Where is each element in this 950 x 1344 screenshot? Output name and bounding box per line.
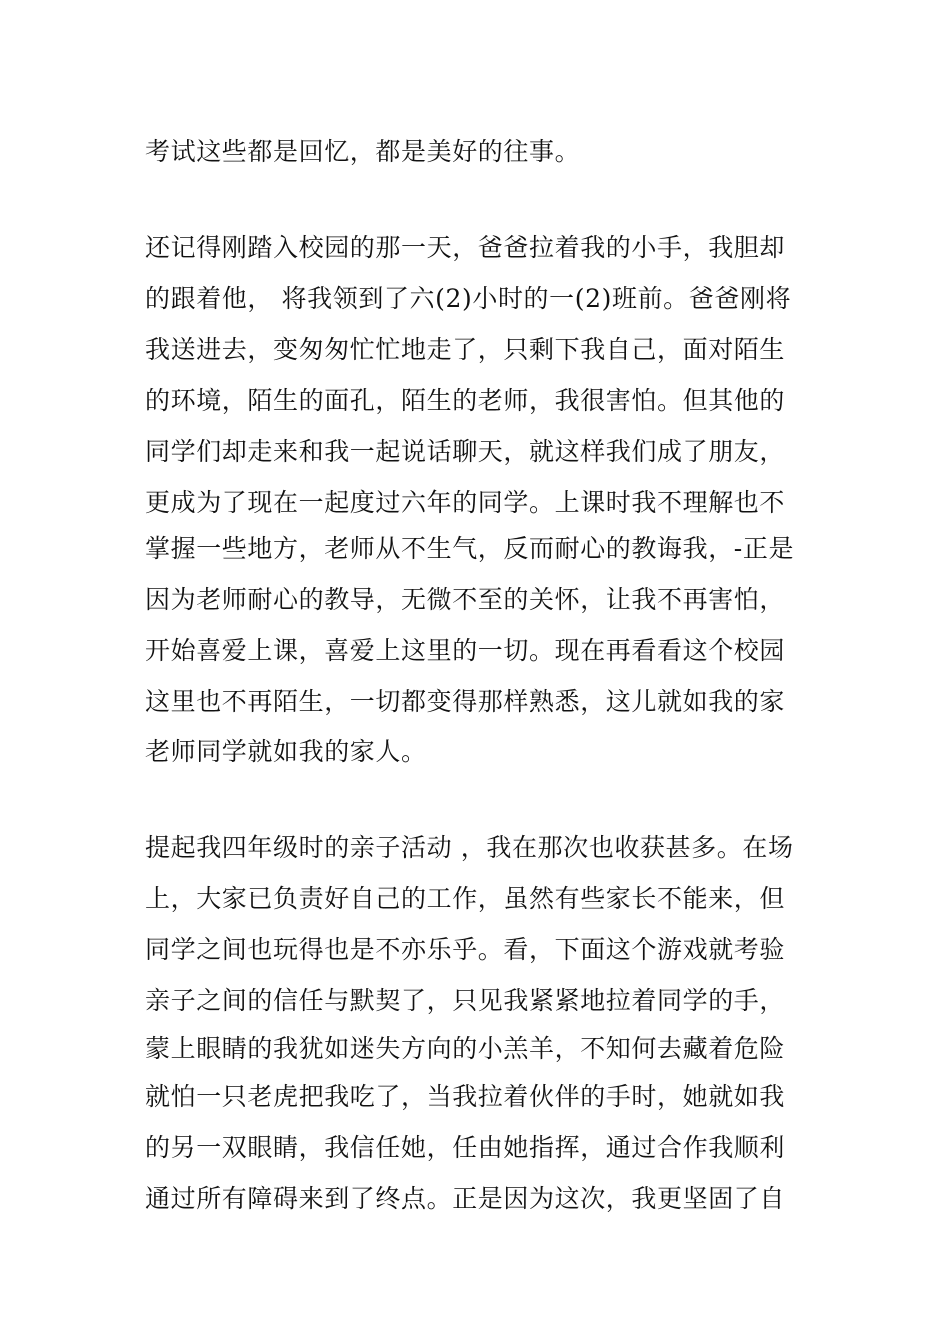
- paragraph-3-line-2: 上，大家已负责好自己的工作，虽然有些家长不能来，但: [145, 884, 786, 913]
- paragraph-2-line-3: 我送进去，变匆匆忙忙地走了，只剩下我自己，面对陌生: [145, 335, 786, 364]
- paragraph-2-line-10: 这里也不再陌生，一切都变得那样熟悉，这儿就如我的家: [145, 687, 786, 716]
- paragraph-2-line-2: 的跟着他， 将我领到了六(2)小时的一(2)班前。爸爸刚将: [145, 284, 792, 313]
- paragraph-3-line-8: 通过所有障碍来到了终点。正是因为这次，我更坚固了自: [145, 1184, 786, 1213]
- paragraph-2-line-6: 更成为了现在一起度过六年的同学。上课时我不理解也不: [145, 488, 786, 517]
- paragraph-3-line-7: 的另一双眼睛，我信任她，任由她指挥，通过合作我顺利: [145, 1133, 786, 1162]
- paragraph-2-line-5: 同学们却走来和我一起说话聊天，就这样我们成了朋友，: [145, 437, 786, 466]
- paragraph-3-line-5: 蒙上眼睛的我犹如迷失方向的小羔羊，不知何去藏着危险: [145, 1034, 786, 1063]
- paragraph-2-line-11: 老师同学就如我的家人。: [145, 737, 427, 766]
- paragraph-2-line-9: 开始喜爱上课，喜爱上这里的一切。现在再看看这个校园: [145, 636, 786, 665]
- paragraph-3-line-4: 亲子之间的信任与默契了，只见我紧紧地拉着同学的手，: [145, 986, 786, 1015]
- paragraph-2-line-1: 还记得刚踏入校园的那一天，爸爸拉着我的小手，我胆却: [145, 233, 786, 262]
- paragraph-2-line-8: 因为老师耐心的教导，无微不至的关怀，让我不再害怕，: [145, 585, 786, 614]
- paragraph-2-line-4: 的环境，陌生的面孔，陌生的老师，我很害怕。但其他的: [145, 386, 786, 415]
- paragraph-2-line-7: 掌握一些地方，老师从不生气，反而耐心的教诲我，-正是: [145, 534, 795, 563]
- paragraph-3-line-6: 就怕一只老虎把我吃了，当我拉着伙伴的手时，她就如我: [145, 1082, 786, 1111]
- paragraph-3-line-3: 同学之间也玩得也是不亦乐乎。看，下面这个游戏就考验: [145, 935, 786, 964]
- paragraph-3-line-1: 提起我四年级时的亲子活动 ，我在那次也收获甚多。在场: [145, 833, 794, 862]
- paragraph-1-line-1: 考试这些都是回忆，都是美好的往事。: [145, 137, 581, 166]
